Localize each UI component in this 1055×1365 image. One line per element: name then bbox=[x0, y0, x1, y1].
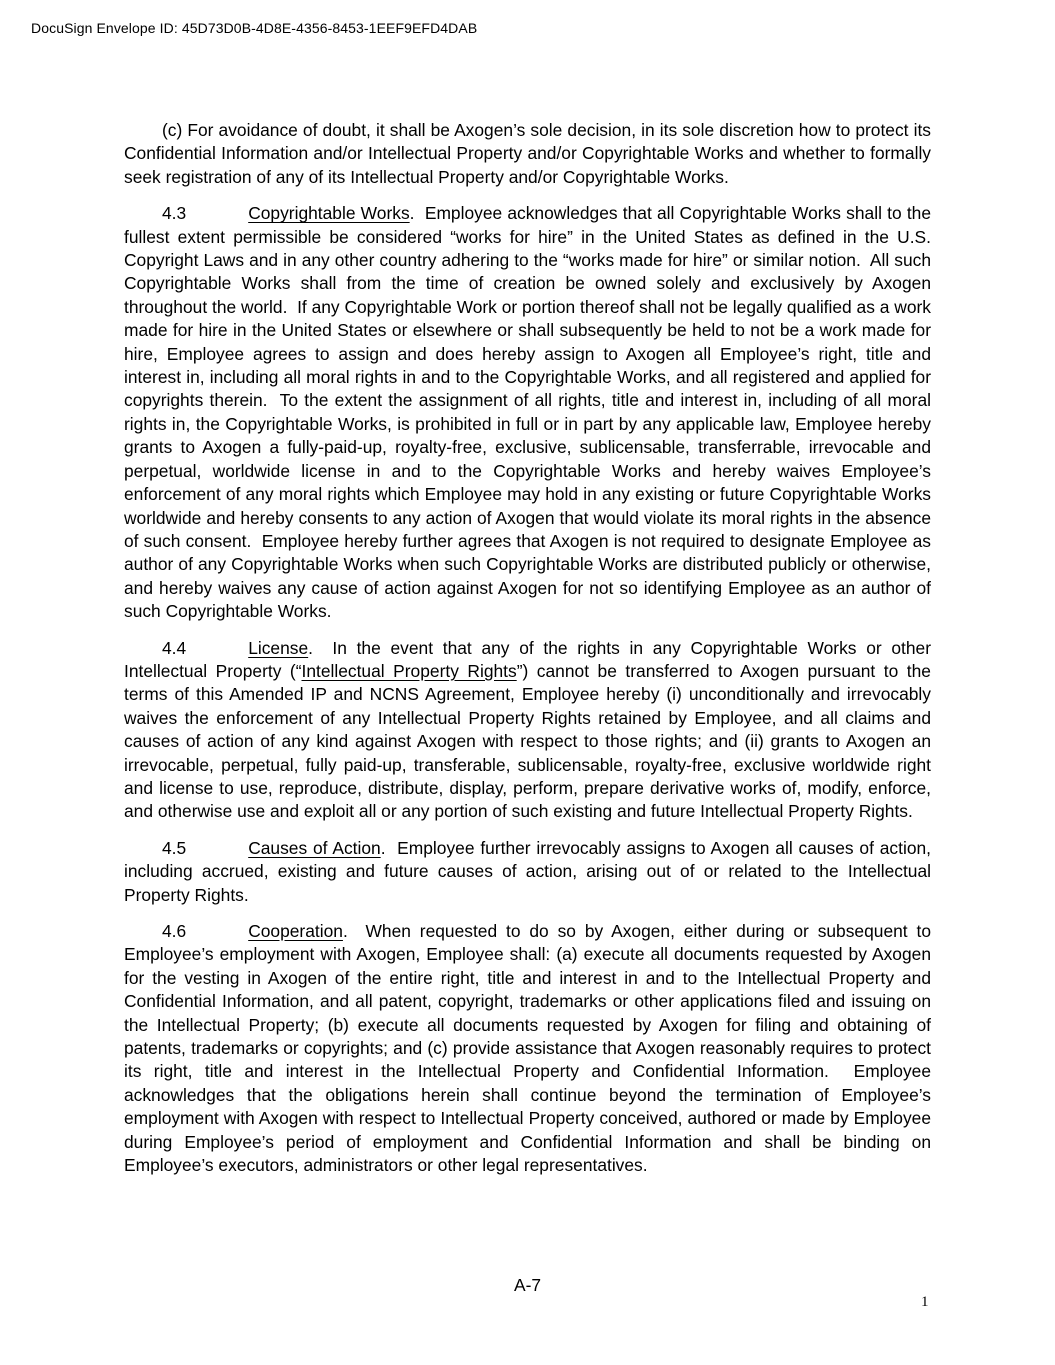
paragraph bbox=[124, 920, 931, 1177]
docusign-envelope-id: DocuSign Envelope ID: 45D73D0B-4D8E-4356-8453-1EEF9EFD4DAB bbox=[31, 20, 478, 36]
body-text: 4.3 bbox=[162, 203, 187, 224]
body-text: . In the event that any of the rights in any Copyrightable Works or other Intellectual Property (“ bbox=[124, 637, 931, 681]
body-text: 4.4 bbox=[162, 637, 187, 658]
paragraph bbox=[124, 837, 931, 907]
underlined-term: Copyrightable Works bbox=[248, 203, 410, 224]
paragraph bbox=[124, 119, 931, 189]
underlined-term: License bbox=[248, 637, 309, 658]
paragraph bbox=[124, 637, 931, 824]
underlined-term: Cooperation bbox=[248, 921, 343, 941]
document-body bbox=[124, 119, 931, 1177]
underlined-term: Intellectual Property Rights bbox=[301, 660, 517, 681]
body-text: (c) For avoidance of doubt, it shall be Axogen’s sole decision, in its sole discretion how to protect its Confidential Information and/or Intellectual Property and/or Copyrightable Works and whether to formally seek registration of any of its Intellectual Property and/or Copyrightable Works. bbox=[124, 120, 931, 187]
body-text: . Employee further irrevocably assigns to Axogen all causes of action, including accrued, existing and future causes of action, arising out of or related to the Intellectual Property Rights. bbox=[124, 837, 931, 905]
footer-page-label: A-7 bbox=[513, 1275, 542, 1295]
body-text: ”) cannot be transferred to Axogen pursuant to the terms of this Amended IP and NCNS Agreement, Employee hereby (i) unconditionally and irrevocably waives the enforcement of any Intellectual Property Rights retained by Employee, and all claims and causes of action of any kind against Axogen with respect to those rights; and (ii) grants to Axogen an irrevocable, perpetual, fully paid-up, transferable, sublicensable, royalty-free, exclusive worldwide right and license to use, reproduce, distribute, display, perform, prepare derivative works of, modify, enforce, and otherwise use and exploit all or any portion of such existing and future Intellectual Property Rights. bbox=[124, 660, 931, 822]
body-text: 4.6 bbox=[162, 921, 187, 941]
page-number: 1 bbox=[921, 1294, 929, 1310]
body-text: . Employee acknowledges that all Copyrightable Works shall to the fullest extent permissible be considered “works for hire” in the United States as defined in the U.S. Copyright Laws and in any other country adhering to the “works made for hire” or similar notion. All such Copyrightable Works shall from the time of creation be owned solely and exclusively by Axogen throughout the world. If any Copyrightable Work or portion thereof shall not be legally qualified as a work made for hire in the United States or elsewhere or shall subsequently be held to not be a work made for hire, Employee agrees to assign and does hereby assign to Axogen all Employee’s right, title and interest in, including all moral rights in and to the Copyrightable Works, and all registered and applied for copyrights therein. To the extent the assignment of all rights, title and interest in, including of all moral rights in, the Copyrightable Works, is prohibited in full or in part by any applicable law, Employee hereby grants to Axogen a fully-paid-up, royalty-free, exclusive, sublicensable, transferrable, irrevocable and perpetual, worldwide license in and to the Copyrightable Works and hereby waives Employee’s enforcement of any moral rights which Employee may hold in any existing or future Copyrightable Works worldwide and hereby consents to any action of Axogen that would violate its moral rights in the absence of such consent. Employee hereby further agrees that Axogen is not required to designate Employee as author of any Copyrightable Works when such Copyrightable Works are distributed publicly or otherwise, and hereby waives any cause of action against Axogen for not so identifying Employee as an author of such Copyrightable Works. bbox=[124, 203, 931, 622]
body-text: 4.5 bbox=[162, 837, 187, 858]
body-text: . When requested to do so by Axogen, either during or subsequent to Employee’s employment with Axogen, Employee shall: (a) execute all documents requested by Axogen for the vesting in Axogen of the entire right, title and interest in and to the Intellectual Property and Confidential Information, and all patent, copyright, trademarks or other applications filed and issuing on the Intellectual Property; (b) execute all documents requested by Axogen for filing and obtaining of patents, trademarks or copyrights; and (c) provide assistance that Axogen reasonably requires to protect its right, title and interest in the Intellectual Property and Confidential Information. Employee acknowledges that the obligations herein shall continue beyond the termination of Employee’s employment with Axogen with respect to Intellectual Property conceived, authored or made by Employee during Employee’s period of employment and Confidential Information and shall be binding on Employee’s executors, administrators or other legal representatives. bbox=[124, 921, 931, 1176]
underlined-term: Causes of Action bbox=[248, 837, 381, 858]
paragraph bbox=[124, 202, 931, 623]
